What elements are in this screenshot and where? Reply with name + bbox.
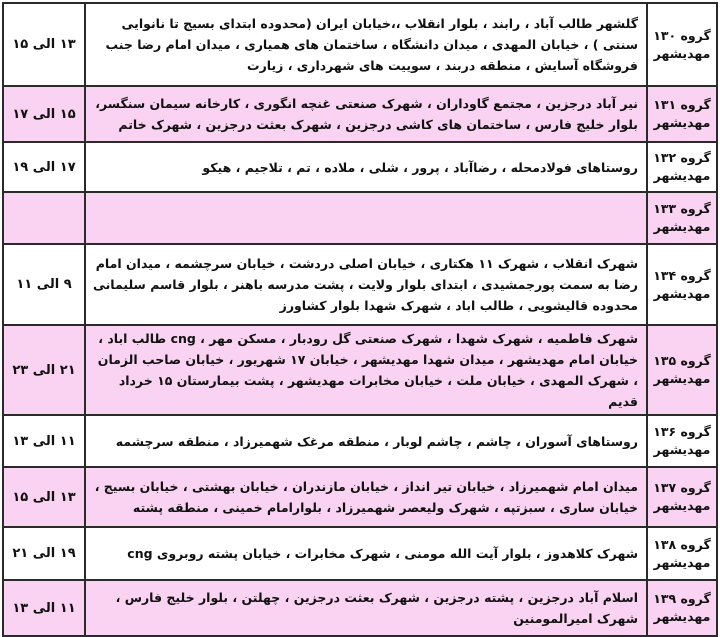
schedule-row — [3, 325, 717, 415]
group-city: مهدیشهر — [653, 45, 711, 61]
group-cell — [647, 467, 717, 527]
areas-cell: شهرک انقلاب ، شهرک ۱۱ هکتاری ، خیابان اصلی دردشت ، خیابان سرچشمه ، میدان امام رضا به سمت پورجمشیدی ، ابتدای بلوار ولایت ، پشت مدرسه باهنر ، بلوار قاسم سلیمانی محدوده قالیشویی ، طالب اباد ، شهرک شهدا بلوار کشاورز — [85, 244, 647, 325]
areas-cell: اسلام آباد درجزین ، پشته درجزین ، شهرک بعثت درجزین ، چهلتن ، بلوار خلیج فارس ، شهرک امیرالمومنین — [85, 580, 647, 636]
group-number: گروه ۱۳۵ — [653, 353, 711, 368]
schedule-row — [3, 3, 717, 86]
schedule-row — [3, 467, 717, 527]
areas-cell: روستاهای آسوران ، چاشم ، چاشم لوبار ، منطقه مرغک شهمیرزاد ، منطقه سرچشمه — [85, 415, 647, 467]
group-number: گروه ۱۳۰ — [653, 27, 711, 43]
group-city: مهدیشهر — [653, 609, 711, 624]
group-cell — [647, 142, 717, 192]
time-cell: ۱۳ الی ۱۵ — [3, 3, 85, 86]
group-cell — [647, 325, 717, 415]
areas-cell: روستاهای فولادمحله ، رضاآباد ، پرور ، شلی ، ملاده ، تم ، تلاجیم ، هیکو — [85, 142, 647, 192]
areas-cell: شهرک فاطمیه ، شهرک شهدا ، شهرک صنعتی گل رودبار ، مسکن مهر ، cng طالب اباد ، خیابان امام مهدیشهر ، میدان شهدا مهدیشهر ، خیابان ۱۷ شهریور ، خیابان صاحب الزمان ، شهرک المهدی ، خیابان ملت ، خیابان مخابرات مهدیشهر ، پشت بیمارستان ۱۵ خرداد قدیم — [85, 325, 647, 415]
schedule-row — [3, 415, 717, 467]
time-cell: ۱۱ الی ۱۳ — [3, 415, 85, 467]
group-city: مهدیشهر — [653, 554, 711, 570]
group-cell — [647, 580, 717, 636]
group-cell — [647, 415, 717, 467]
time-cell — [3, 192, 85, 244]
time-cell: ۱۷ الی ۱۹ — [3, 142, 85, 192]
group-number: گروه ۱۳۳ — [653, 201, 711, 216]
group-city: مهدیشهر — [653, 285, 711, 301]
group-number: گروه ۱۳۷ — [653, 480, 711, 495]
group-cell — [647, 192, 717, 244]
group-city: مهدیشهر — [653, 168, 711, 183]
areas-cell: نیر آباد درجزین ، مجتمع گاوداران ، شهرک صنعتی غنچه انگوری ، کارخانه سیمان سنگسر، بلوار خلیج فارس ، ساختمان های کاشی درجزین ، شهرک بعثت درجزین ، شهرک خاتم — [85, 86, 647, 142]
group-number: گروه ۱۳۸ — [653, 536, 711, 552]
time-cell: ۱۹ الی ۲۱ — [3, 527, 85, 580]
schedule-row — [3, 142, 717, 192]
time-cell: ۱۳ الی ۱۵ — [3, 467, 85, 527]
group-city: مهدیشهر — [653, 371, 711, 386]
areas-cell: میدان امام شهمیرزاد ، خیابان تیر انداز ، خیابان مازندران ، خیابان بهشتی ، خیابان بسیج ، خیابان ساری ، سبزتپه ، شهرک ولیعصر شهمیرزاد ، بلوارامام خمینی ، منطقه پشته — [85, 467, 647, 527]
group-city: مهدیشهر — [653, 219, 711, 234]
schedule-row — [3, 244, 717, 325]
schedule-row — [3, 192, 717, 244]
schedule-row — [3, 86, 717, 142]
group-number: گروه ۱۳۲ — [653, 150, 711, 165]
group-number: گروه ۱۳۹ — [653, 591, 711, 606]
group-city: مهدیشهر — [653, 442, 711, 457]
group-number: گروه ۱۳۶ — [653, 424, 711, 439]
group-cell — [647, 86, 717, 142]
time-cell: ۱۵ الی ۱۷ — [3, 86, 85, 142]
group-number: گروه ۱۳۴ — [653, 267, 711, 283]
schedule-row — [3, 580, 717, 636]
group-cell — [647, 3, 717, 86]
time-cell: ۱۱ الی ۱۳ — [3, 580, 85, 636]
group-cell — [647, 527, 717, 580]
group-cell — [647, 244, 717, 325]
outage-schedule-table — [2, 2, 718, 637]
schedule-row — [3, 527, 717, 580]
group-city: مهدیشهر — [653, 115, 711, 130]
areas-cell: گلشهر طالب آباد ، رابند ، بلوار انقلاب ،،خیابان ایران (محدوده ابتدای بسیج تا نانوایی سنتی ) ، خیابان المهدی ، میدان دانشگاه ، ساختمان های همیاری ، میدان امام رضا جنب فروشگاه آسایش ، منطقه دربند ، سوییت های شهرداری ، زیارت — [85, 3, 647, 86]
group-number: گروه ۱۳۱ — [653, 97, 711, 112]
time-cell: ۹ الی ۱۱ — [3, 244, 85, 325]
areas-cell — [85, 192, 647, 244]
group-city: مهدیشهر — [653, 498, 711, 513]
areas-cell: شهرک کلاهدوز ، بلوار آیت الله مومنی ، شهرک مخابرات ، خیابان پشته روبروی cng — [85, 527, 647, 580]
time-cell: ۲۱ الی ۲۳ — [3, 325, 85, 415]
schedule-rows — [3, 3, 717, 636]
